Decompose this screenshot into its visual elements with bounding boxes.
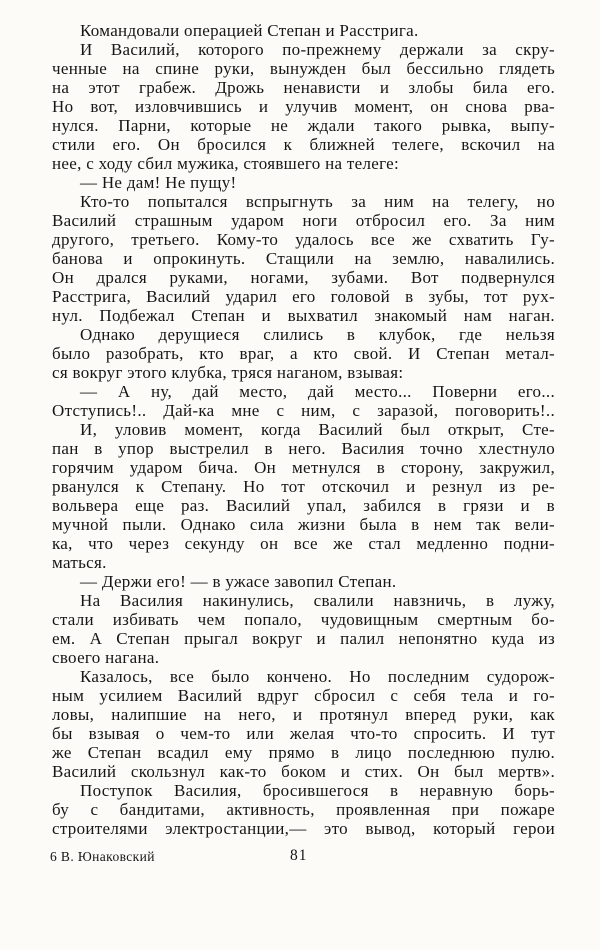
- text-line: маться.: [52, 553, 107, 572]
- page-number: 81: [290, 847, 308, 864]
- text-line: ным усилием Василий вдруг сбросил с себя тела и го-: [52, 686, 555, 705]
- text-line: стали избивать чем попало, чудовищным смертным бо-: [52, 610, 555, 629]
- text-line: На Василия накинулись, свалили навзничь, в лужу,: [80, 591, 555, 610]
- text-line: стили его. Он бросился к ближней телеге, вскочил на: [52, 135, 555, 154]
- text-line: Но вот, изловчившись и улучив момент, он снова рва-: [52, 97, 555, 116]
- text-line: своего нагана.: [52, 648, 160, 667]
- text-line: было разобрать, кто враг, а кто свой. И Степан метал-: [52, 344, 555, 363]
- text-line: Он дрался руками, ногами, зубами. Вот подвернулся: [52, 268, 555, 287]
- text-line: Однако дерущиеся слились в клубок, где нельзя: [80, 325, 555, 344]
- text-line: Отступись!.. Дай-ка мне с ним, с заразой, поговорить!..: [52, 401, 555, 420]
- text-line: Поступок Василия, бросившегося в неравную борь-: [80, 781, 555, 800]
- text-line: нее, с ходу сбил мужика, стоявшего на телеге:: [52, 154, 400, 173]
- text-line: мучной пыли. Однако сила жизни была в нем так вели-: [52, 515, 555, 534]
- text-line: же Степан всадил ему прямо в лицо последнюю пулю.: [52, 743, 555, 762]
- text-line: бы взывая о чем-то или желая что-то спросить. И тут: [52, 724, 555, 743]
- text-line: вольвера еще раз. Василий упал, забился в грязи и в: [52, 496, 555, 515]
- text-line: нулся. Парни, которые не ждали такого рывка, выпу-: [52, 116, 555, 135]
- text-line: строителями электростанции,— это вывод, который герои: [52, 819, 555, 838]
- text-line: другого, третьего. Кому-то удалось все же схватить Гу-: [52, 230, 555, 249]
- text-line: ловы, налипшие на него, и протянул вперед руки, как: [52, 705, 555, 724]
- page-footer: [50, 847, 555, 867]
- text-line: Василий скользнул как-то боком и стих. Он был мертв».: [52, 762, 555, 781]
- text-line: рванулся к Степану. Но тот отскочил и резнул из ре-: [52, 477, 555, 496]
- text-line: ченные на спине руки, вынужден был бессильно глядеть: [52, 59, 555, 78]
- text-line: пан в упор выстрелил в него. Василия точно хлестнуло: [52, 439, 555, 458]
- text-line: банова и опрокинуть. Стащили на землю, навалились.: [52, 249, 555, 268]
- text-line: Василий страшным ударом ноги отбросил его. За ним: [52, 211, 555, 230]
- text-line: — А ну, дай место, дай место... Поверни его...: [80, 382, 555, 401]
- text-line: ся вокруг этого клубка, тряся наганом, взывая:: [52, 363, 404, 382]
- text-line: ем. А Степан прыгал вокруг и палил непонятно куда из: [52, 629, 555, 648]
- text-line: бу с бандитами, активность, проявленная при пожаре: [52, 800, 555, 819]
- text-line: И, уловив момент, когда Василий был открыт, Сте-: [80, 420, 555, 439]
- text-line: ка, что через секунду он все же стал медленно подни-: [52, 534, 555, 553]
- text-line: нул. Подбежал Степан и выхватил знакомый нам наган.: [52, 306, 555, 325]
- printers-signature: 6 В. Юнаковский: [50, 849, 155, 864]
- text-line: — Держи его! — в ужасе завопил Степан.: [80, 572, 397, 591]
- text-line: — Не дам! Не пущу!: [80, 173, 237, 192]
- text-line: Кто-то попытался вспрыгнуть за ним на телегу, но: [80, 192, 555, 211]
- text-line: Казалось, все было кончено. Но последним судорож-: [80, 667, 555, 686]
- text-line: И Василий, которого по-прежнему держали за скру-: [80, 40, 555, 59]
- text-line: на этот грабеж. Дрожь ненависти и злобы била его.: [52, 78, 555, 97]
- page-text-column: [52, 21, 555, 838]
- text-line: горячим ударом бича. Он метнулся в сторону, закружил,: [52, 458, 555, 477]
- text-line: Расстрига, Василий ударил его головой в зубы, тот рух-: [52, 287, 555, 306]
- text-line: Командовали операцией Степан и Расстрига.: [80, 21, 419, 40]
